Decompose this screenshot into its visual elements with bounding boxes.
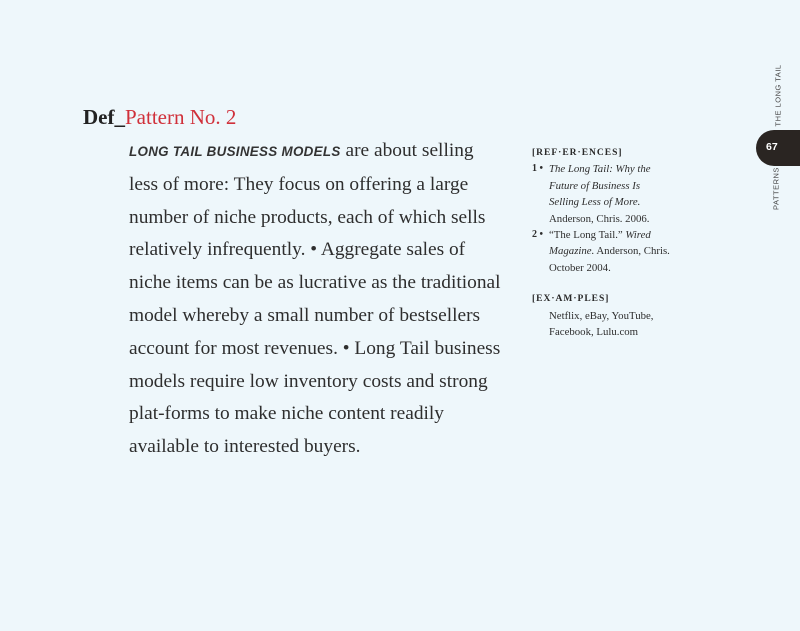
reference-author: Anderson, Chris. 2006. bbox=[549, 212, 650, 225]
section-label-patterns: PATTERNS bbox=[771, 167, 781, 210]
def-label: Def_ bbox=[83, 105, 125, 129]
definition-paragraph bbox=[129, 135, 507, 464]
page-heading bbox=[83, 104, 236, 130]
pattern-number: Pattern No. 2 bbox=[124, 105, 237, 129]
reference-item bbox=[532, 227, 672, 276]
page-number-tab bbox=[756, 130, 800, 166]
reference-title: Wired Magazine. bbox=[549, 229, 651, 258]
reference-number: 1 • bbox=[532, 163, 544, 175]
reference-title: The Long Tail: Why the Future of Business Is Selling Less of More. bbox=[549, 163, 651, 209]
definition-text: are about selling less of more: They focus on offering a large number of niche products, each of which sells relatively infrequently. • Aggregate sales of niche items can be as lucrative as the traditional model whereby a small number of bestsellers account for most revenues. • Long Tail business models require low inventory costs and strong plat-forms to make niche content readily available to interested buyers. bbox=[129, 140, 501, 458]
examples-list: Netflix, eBay, YouTube, Facebook, Lulu.com bbox=[549, 309, 654, 339]
references-heading: [REF·ER·ENCES] bbox=[532, 148, 623, 158]
reference-article: “The Long Tail.” bbox=[549, 229, 626, 242]
examples-heading: [EX·AM·PLES] bbox=[532, 294, 610, 305]
definition-lead: LONG TAIL BUSINESS MODELS bbox=[129, 144, 341, 159]
section-label-long-tail: THE LONG TAIL bbox=[773, 64, 783, 127]
reference-author: Anderson, Chris. October 2004. bbox=[549, 245, 670, 274]
reference-number: 2 • bbox=[532, 229, 544, 241]
page-number: 67 bbox=[766, 141, 778, 153]
reference-item bbox=[532, 161, 672, 227]
sidebar bbox=[532, 145, 672, 340]
